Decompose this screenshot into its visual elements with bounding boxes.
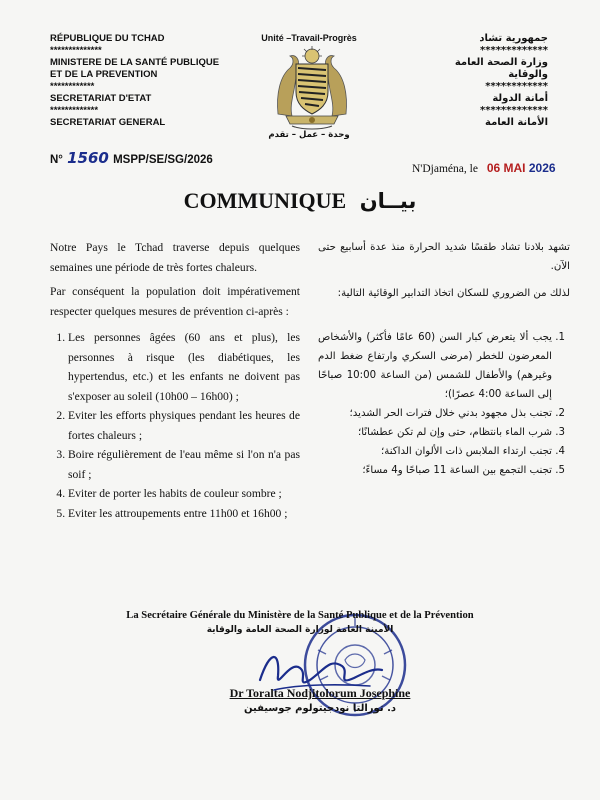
- title-ar: بيــان: [359, 189, 417, 213]
- header-right-separator: ************: [485, 81, 548, 92]
- header-left: [50, 33, 219, 129]
- header-right-secretariat-etat: أمانة الدولة: [492, 93, 548, 104]
- body-ar-intro: تشهد بلادنا تشاد طقسًا شديد الحرارة منذ عدة أسابيع حتى الآن.: [318, 242, 570, 272]
- list-item: 2. تجنب بذل مجهود بدني خلال فترات الحر الشديد؛: [318, 404, 552, 423]
- signatory-title-ar: الأمينة العامة لوزارة الصحة العامة والوقاية: [206, 625, 394, 635]
- header-right-ministry-line2: والوقاية: [508, 69, 548, 80]
- list-item: 4. Eviter de porter les habits de couleur sombre ;: [68, 484, 300, 504]
- header-left-ministry-line1: MINISTERE DE LA SANTÉ PUBLIQUE: [50, 57, 220, 68]
- date-place: N'Djaména, le: [412, 163, 478, 175]
- title-fr: COMMUNIQUE: [183, 188, 347, 213]
- list-item: 5. Eviter les attroupements entre 11h00 et 16h00 ;: [68, 504, 300, 524]
- coat-of-arms-icon: [272, 44, 352, 132]
- list-item: 4. تجنب ارتداء الملابس ذات الألوان الداكنة؛: [318, 442, 552, 461]
- header-left-ministry-line2: ET DE LA PREVENTION: [50, 69, 158, 80]
- body-fr-measures: [50, 328, 300, 523]
- national-motto-fr: Unité –Travail-Progrès: [261, 33, 357, 43]
- body-ar-lead: لذلك من الضروري للسكان اتخاذ التدابير الوقائية التالية:: [337, 288, 570, 299]
- header-right: [455, 33, 548, 129]
- header-right-separator: *************: [480, 105, 548, 116]
- header-right-separator: *************: [480, 45, 548, 56]
- list-item: 2. Eviter les efforts physiques pendant les heures de fortes chaleurs ;: [68, 406, 300, 445]
- header-left-secretariat-etat: SECRETARIAT D'ETAT: [50, 93, 152, 104]
- header-left-separator: *************: [50, 105, 99, 116]
- reference-number: [50, 149, 213, 167]
- header-left-separator: **************: [50, 45, 102, 56]
- list-item: 1. يجب ألا يتعرض كبار السن (60 عامًا فأكثر) والأشخاص المعرضون للخطر (مرضى السكري وارتفاع ضغط الدم وغيرهم) والأطفال للشمس (من الساعة 10:00 صباحًا إلى الساعة 4:00 عصرًا)؛: [318, 328, 552, 404]
- header-right-country: جمهورية تشاد: [479, 33, 548, 44]
- date-stamp: [487, 161, 556, 175]
- body-fr-lead: Par conséquent la population doit impérativement respecter quelques mesures de prévention ci-après :: [50, 285, 300, 318]
- list-item: 5. تجنب التجمع بين الساعة 11 صباحًا و4 مساءً؛: [318, 461, 552, 480]
- header-left-separator: ************: [50, 81, 95, 92]
- list-item: 1. Les personnes âgées (60 ans et plus), les personnes à risque (les diabétiques, les hypertendus, etc.) et les enfants ne doivent pas s'exposer au soleil (10h00 – 16h00) ;: [68, 328, 300, 406]
- list-item: 3. شرب الماء بانتظام، حتى وإن لم تكن عطشانًا؛: [318, 423, 552, 442]
- date-stamp-day-month: 06 MAI: [486, 161, 526, 175]
- reference-handwritten-number: 1560: [67, 149, 109, 167]
- signatory-name-ar: د. تورالتا نودجيتولوم جوسيفين: [244, 703, 396, 714]
- body-fr-intro: Notre Pays le Tchad traverse depuis quelques semaines une période de très fortes chaleurs.: [50, 241, 300, 274]
- header-left-country: RÉPUBLIQUE DU TCHAD: [50, 33, 165, 44]
- date-stamp-year: 2026: [528, 161, 556, 175]
- header-right-secretariat-general: الأمانة العامة: [485, 117, 548, 128]
- date-line: [412, 161, 556, 175]
- signatory-name-fr: Dr Toralta Nodjitolorum Josephine: [229, 686, 411, 700]
- header-left-secretariat-general: SECRETARIAT GENERAL: [50, 117, 166, 128]
- signatory-title-fr: La Secrétaire Générale du Ministère de la Santé Publique et de la Prévention: [126, 610, 474, 621]
- national-motto-ar: وحدة – عمل – تقدم: [268, 130, 350, 140]
- reference-prefix: N°: [50, 154, 63, 166]
- document-title: [150, 188, 450, 214]
- reference-suffix: MSPP/SE/SG/2026: [113, 154, 213, 166]
- list-item: 3. Boire régulièrement de l'eau même si l'on n'a pas soif ;: [68, 445, 300, 484]
- header-right-ministry-line1: وزارة الصحة العامة: [454, 57, 548, 68]
- body-ar-measures: [318, 328, 570, 480]
